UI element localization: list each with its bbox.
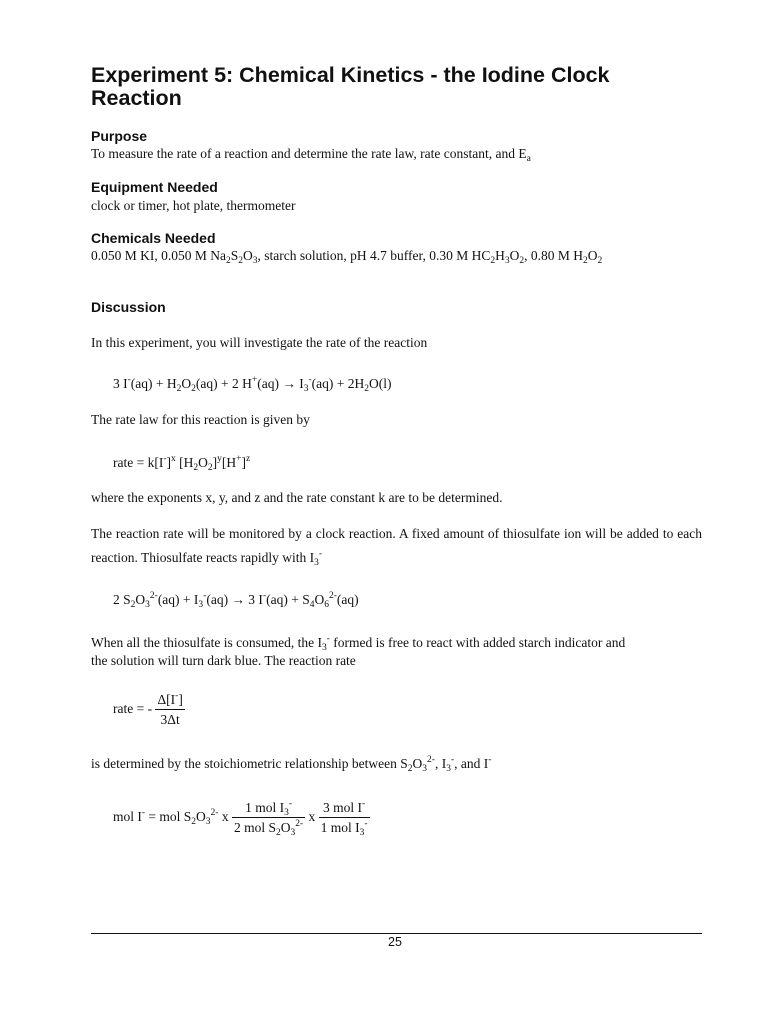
- chem-part: H: [495, 248, 505, 263]
- chemicals-list: 0.050 M KI, 0.050 M $Na_2S_2O_3$, starch solution, pH 4.7 buffer, 0.30 M $HC_2H_3O_2$, 0.80 M $H_2O_2$: [91, 248, 603, 266]
- purpose-text: [91, 146, 531, 162]
- footer-rule: [91, 933, 702, 934]
- page-number: 25: [388, 935, 402, 949]
- thiosulfate-equation: 2 $S_2O_3^{2-}(aq) + I_3^-(aq) \to 3$ $I^-(aq) + S_4O_6^{2-}(aq)$: [113, 591, 359, 610]
- rate-law-equation: rate = $k[I^-]^x$ $[H_2O_2]^y[H^+]^z$: [113, 454, 251, 473]
- starch-text-a: When all the thiosulfate is consumed, the I: [91, 635, 322, 650]
- clock-paragraph: The reaction rate will be monitored by a clock reaction. A fixed amount of thiosulfate ion will be added to each reaction. Thiosulfate reacts rapidly with $I_3^-$: [91, 526, 702, 568]
- chem-part: , starch solution, pH 4.7 buffer, 0.30 M HC: [257, 248, 491, 263]
- stoich-text-b: , I: [434, 756, 447, 771]
- starch-text-b: formed is free to react with added starch indicator and: [329, 635, 626, 650]
- starch-line-2: the solution will turn dark blue. The reaction rate: [91, 653, 356, 668]
- chem-part: 0.050 M KI, 0.050 M Na: [91, 248, 226, 263]
- discussion-intro: In this experiment, you will investigate the rate of the reaction: [91, 335, 428, 350]
- chemicals-heading: Chemicals Needed: [91, 230, 216, 246]
- ratelaw-intro: The rate law for this reaction is given by: [91, 412, 310, 427]
- starch-line-1: When all the thiosulfate is consumed, the $I_3^-$ formed is free to react with added starch indicator and: [91, 634, 626, 653]
- stoich-text-a: is determined by the stoichiometric relationship between S: [91, 756, 408, 771]
- rate-fraction-equation: rate = - $\frac{\Delta[I^-]}{3\Delta t}$: [113, 691, 183, 727]
- equipment-text: clock or timer, hot plate, thermometer: [91, 198, 296, 213]
- stoich-text: is determined by the stoichiometric relationship between $S_2O_3^{2-}$, $I_3^-$, and I-: [91, 755, 492, 774]
- mole-conversion-equation: mol I- = mol $S_2O_3^{2-}$ x $\frac{1 mol I_3^-}{2 mol S_2O_3^{2-}}$ x $\frac{3 mol I^-}{1 mol I_3^-}$: [113, 799, 368, 838]
- equipment-heading: Equipment Needed: [91, 179, 218, 195]
- discussion-heading: Discussion: [91, 299, 166, 315]
- chem-part: O: [587, 248, 598, 263]
- exponents-text: where the exponents x, y, and z and the rate constant k are to be determined.: [91, 490, 503, 505]
- reaction-equation: 3 $I^-(aq) + H_2O_2(aq) + 2$ $H^+(aq) \to I_3^-(aq) + 2H_2O(l)$: [113, 375, 392, 394]
- purpose-subscript: a: [526, 154, 531, 164]
- purpose-sentence: To measure the rate of a reaction and determine the rate law, rate constant, and E: [91, 146, 527, 161]
- chem-part: O: [243, 248, 253, 263]
- clock-paragraph-text: The reaction rate will be monitored by a clock reaction. A fixed amount of thiosulfate ion will be added to each reaction. Thiosulfate reacts rapidly with I: [91, 526, 702, 565]
- conversion-fraction-2: $\frac{3 mol I^-}{1 mol I_3^-}$: [320, 799, 368, 838]
- title-line-1: Experiment 5: Chemical Kinetics - the Iodine Clock: [91, 63, 610, 87]
- stoich-text-c: , and I: [454, 756, 489, 771]
- rate-fraction: $\frac{\Delta[I^-]}{3\Delta t}$: [157, 691, 183, 727]
- title-line-2: Reaction: [91, 86, 182, 110]
- chem-part: , 0.80 M H: [524, 248, 583, 263]
- page-title: [91, 64, 610, 110]
- purpose-heading: Purpose: [91, 128, 148, 144]
- chem-part: S: [230, 248, 239, 263]
- conversion-fraction-1: $\frac{1 mol I_3^-}{2 mol S_2O_3^{2-}}$: [233, 799, 304, 838]
- chem-part: O: [509, 248, 520, 263]
